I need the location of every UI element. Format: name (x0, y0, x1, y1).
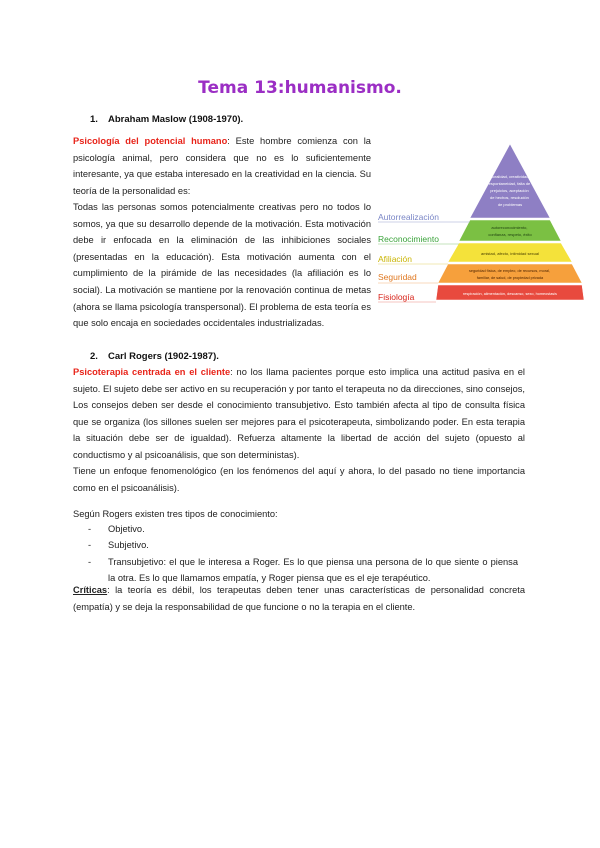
pyramid-text-fisiologia: respiración, alimentación, descanso, sexo, homeostasis (463, 292, 557, 296)
rogers-approach-paragraph: Tiene un enfoque fenomenológico (en los fenómenos del aquí y ahora, lo del pasado no tiene importancia como en el psicoanálisis). (73, 466, 525, 493)
maslow-pyramid (374, 140, 584, 305)
list-item: - Transubjetivo: el que le interesa a Roger. Es lo que piensa una persona de lo que siente o piensa la otra. Es lo que llamamos empatía, y Roger piensa que es el eje terapéutico. (88, 556, 518, 584)
section-1-number: 1. (90, 114, 98, 125)
section-1-title: Abraham Maslow (1908-1970). (108, 114, 244, 125)
pyramid-tier-seguridad (438, 264, 582, 283)
pyramid-text-seguridad: seguridad física, de empleo, de recursos, moral, familiar, de salud, de propiedad privada (468, 269, 550, 280)
critics-text: : la teoría es débil, los terapeutas deben tener unas características de personalidad concreta (empatía) y se deja la responsabilidad de que funcione o no la terapia en el cliente. (73, 585, 525, 612)
page-title: Tema 13:humanismo. (198, 78, 402, 98)
pyramid-text-reconocimiento: autoreconocimiento, confianza, respeto, éxito (488, 225, 532, 237)
pyramid-label-reconocimiento: Reconocimiento (378, 234, 439, 244)
pyramid-tier-reconocimiento (459, 220, 561, 241)
rogers-critics-paragraph (73, 582, 525, 615)
maslow-lead-label: Psicología del potencial humano (73, 136, 228, 146)
section-2-number: 2. (90, 351, 98, 362)
section-2-title: Carl Rogers (1902-1987). (108, 351, 219, 362)
critics-label: Críticas (73, 585, 108, 595)
list-item: - Objetivo. (88, 524, 145, 534)
pyramid-text-autorrealizacion: moralidad, creatividad, espontaneidad, falta de prejuicios, aceptación de hechos, resolución de problemas (488, 174, 531, 207)
section-2-heading (90, 351, 219, 362)
pyramid-label-afiliacion: Afiliación (378, 254, 413, 264)
pyramid-label-autorrealizacion: Autorrealización (378, 212, 439, 222)
pyramid-text-afiliacion: amistad, afecto, intimidad sexual (480, 251, 540, 256)
maslow-lead-paragraph (73, 133, 371, 199)
pyramid-label-seguridad: Seguridad (378, 272, 417, 282)
rogers-types-intro: Según Rogers existen tres tipos de conocimiento: (73, 509, 278, 519)
list-item: - Subjetivo. (88, 540, 149, 551)
pyramid-label-fisiologia: Fisiología (378, 292, 415, 302)
maslow-body-paragraph: Todas las personas somos potencialmente creativas pero no todos lo somos, ya que su desarrollo depende de la motivación. Esta motivación debe ir enfocada en la eliminación de las inhibiciones sociales (presentadas en la educación). Esta motivación aumenta con el cumplimiento de la pirámide de las necesidades (la afiliación es lo social). La motivación se mantiene por la renovación continua de metas (ahora se llama psicología transpersonal). El problema de esta teoría es que solo encaja en sociedades occidentales industrializadas. (73, 202, 371, 329)
knowledge-types-list (88, 521, 518, 587)
rogers-lead-text: : no los llama pacientes porque esto implica una actitud pasiva en el sujeto. El sujeto debe ser activo en su recuperación y por tanto el terapeuta no da direcciones, sino consejos, Los consejos deben ser desde el conocimiento transubjetivo. Esto también afecta al tipo de consulta física que se organiza (los sillones suelen ser mejores para el psicoterapeuta, simbolizando poder. En esta terapia la situación debe ser de igualdad). Refuerza altamente la libertad de acción del sujeto (opuesto al conductismo y al psicoanálisis, que son deterministas). (73, 367, 525, 460)
section-1-heading (90, 114, 243, 125)
rogers-lead-paragraph (73, 364, 525, 464)
maslow-lead-text: : Este hombre comienza con la psicología animal, pero considera que no es lo suficientemente interesante, ya que estaba interesado en la creatividad en la ciencia. Su teoría de la personalidad es: (73, 136, 371, 196)
rogers-lead-label: Psicoterapia centrada en el cliente (73, 367, 231, 377)
